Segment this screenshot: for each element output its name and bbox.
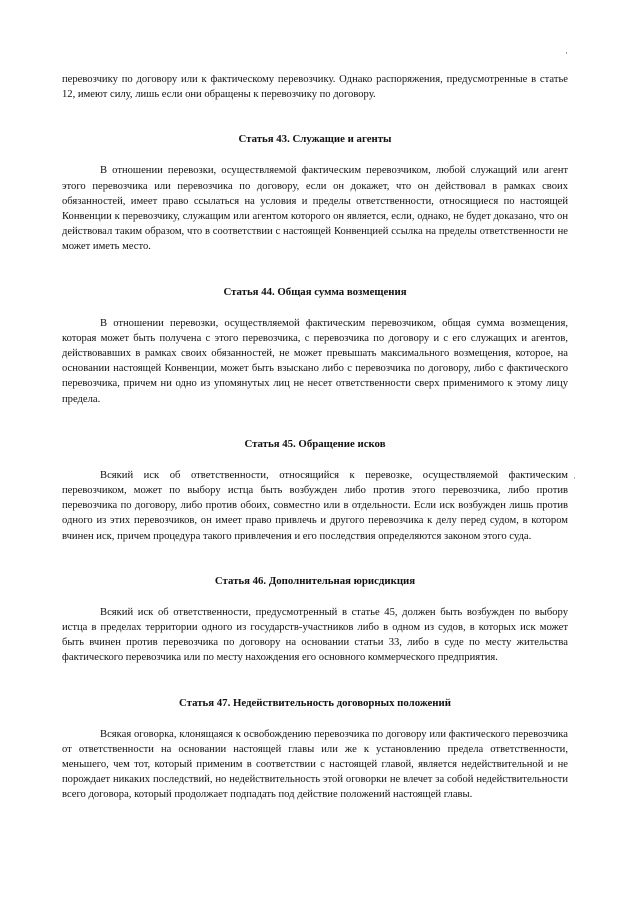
- article-text: В отношении перевозки, осуществляемой фактическим перевозчиком, любой служащий или агент этого перевозчика или перевозчика по договору, если он докажет, что он действовал в рамках своих обязанностей, имеет право ссылаться на условия и пределы ответственности, относящиеся по настоящей Конвенции к перевозчику, служащим или агентом которого он является, если, однако, не будет доказано, что он действовал таким образом, что в соответствии с настоящей Конвенцией ссылка на пределы ответственности не может иметь место.: [62, 165, 568, 253]
- intro-paragraph: перевозчику по договору или к фактическому перевозчику. Однако распоряжения, предусмотренные в статье 12, имеют силу, лишь если они обращены к перевозчику по договору.: [62, 74, 568, 101]
- article-45: [62, 437, 568, 544]
- article-46: [62, 574, 568, 666]
- article-44: [62, 285, 568, 407]
- article-text: В отношении перевозки, осуществляемой фактическим перевозчиком, общая сумма возмещения, которая может быть получена с этого перевозчика, с перевозчика по договору и с его служащих и агентов, действовавших в рамках своих обязанностей, не может превышать максимального возмещения, которое, на основании настоящей Конвенции, может быть взыскано либо с перевозчика по договору, либо с фактического перевозчика, причем ни одно из упомянутых лиц не несет ответственности сверх применимого к этому лицу предела.: [62, 317, 568, 405]
- article-text: Всякий иск об ответственности, относящийся к перевозке, осуществляемой фактическим перевозчиком, может по выбору истца быть возбужден либо против этого перевозчика, либо против перевозчика по договору, либо против обоих, совместно или в отдельности. Если иск возбужден лишь против одного из этих перевозчиков, он имеет право привлечь и другого перевозчика к делу перед судом, в котором вчинен иск, причем процедура такого привлечения и его последствия определяются законом этого суда.: [62, 469, 568, 542]
- article-heading: Статья 45. Обращение исков: [244, 437, 386, 450]
- article-heading: Статья 43. Служащие и агенты: [238, 133, 392, 146]
- scan-speck: [566, 52, 567, 54]
- article-43: [62, 132, 568, 254]
- article-text: Всякий иск об ответственности, предусмотренный в статье 45, должен быть возбужден по выбору истца в пределах территории одного из государств-участников либо в одном из судов, в которых иск может быть вчинен против перевозчика по договору на основании статьи 33, либо в суде по месту жительства фактического перевозчика или по месту нахождения его основного коммерческого предприятия.: [62, 606, 568, 664]
- article-47: [62, 696, 568, 803]
- article-heading: Статья 47. Недействительность договорных положений: [179, 696, 451, 709]
- article-heading: Статья 46. Дополнительная юрисдикция: [214, 574, 416, 587]
- document-page: [62, 72, 568, 803]
- scan-speck: [574, 477, 575, 479]
- article-heading: Статья 44. Общая сумма возмещения: [223, 285, 407, 298]
- article-text: Всякая оговорка, клонящаяся к освобождению перевозчика по договору или фактического перевозчика от ответственности на основании настоящей главы или же к установлению предела ответственности, меньшего, чем тот, который применим в соответствии с настоящей главой, является недействительной и не порождает никаких последствий, но недействительность этой оговорки не влечет за собой недействительности всего договора, который продолжает подпадать под действие положений настоящей главы.: [62, 728, 568, 801]
